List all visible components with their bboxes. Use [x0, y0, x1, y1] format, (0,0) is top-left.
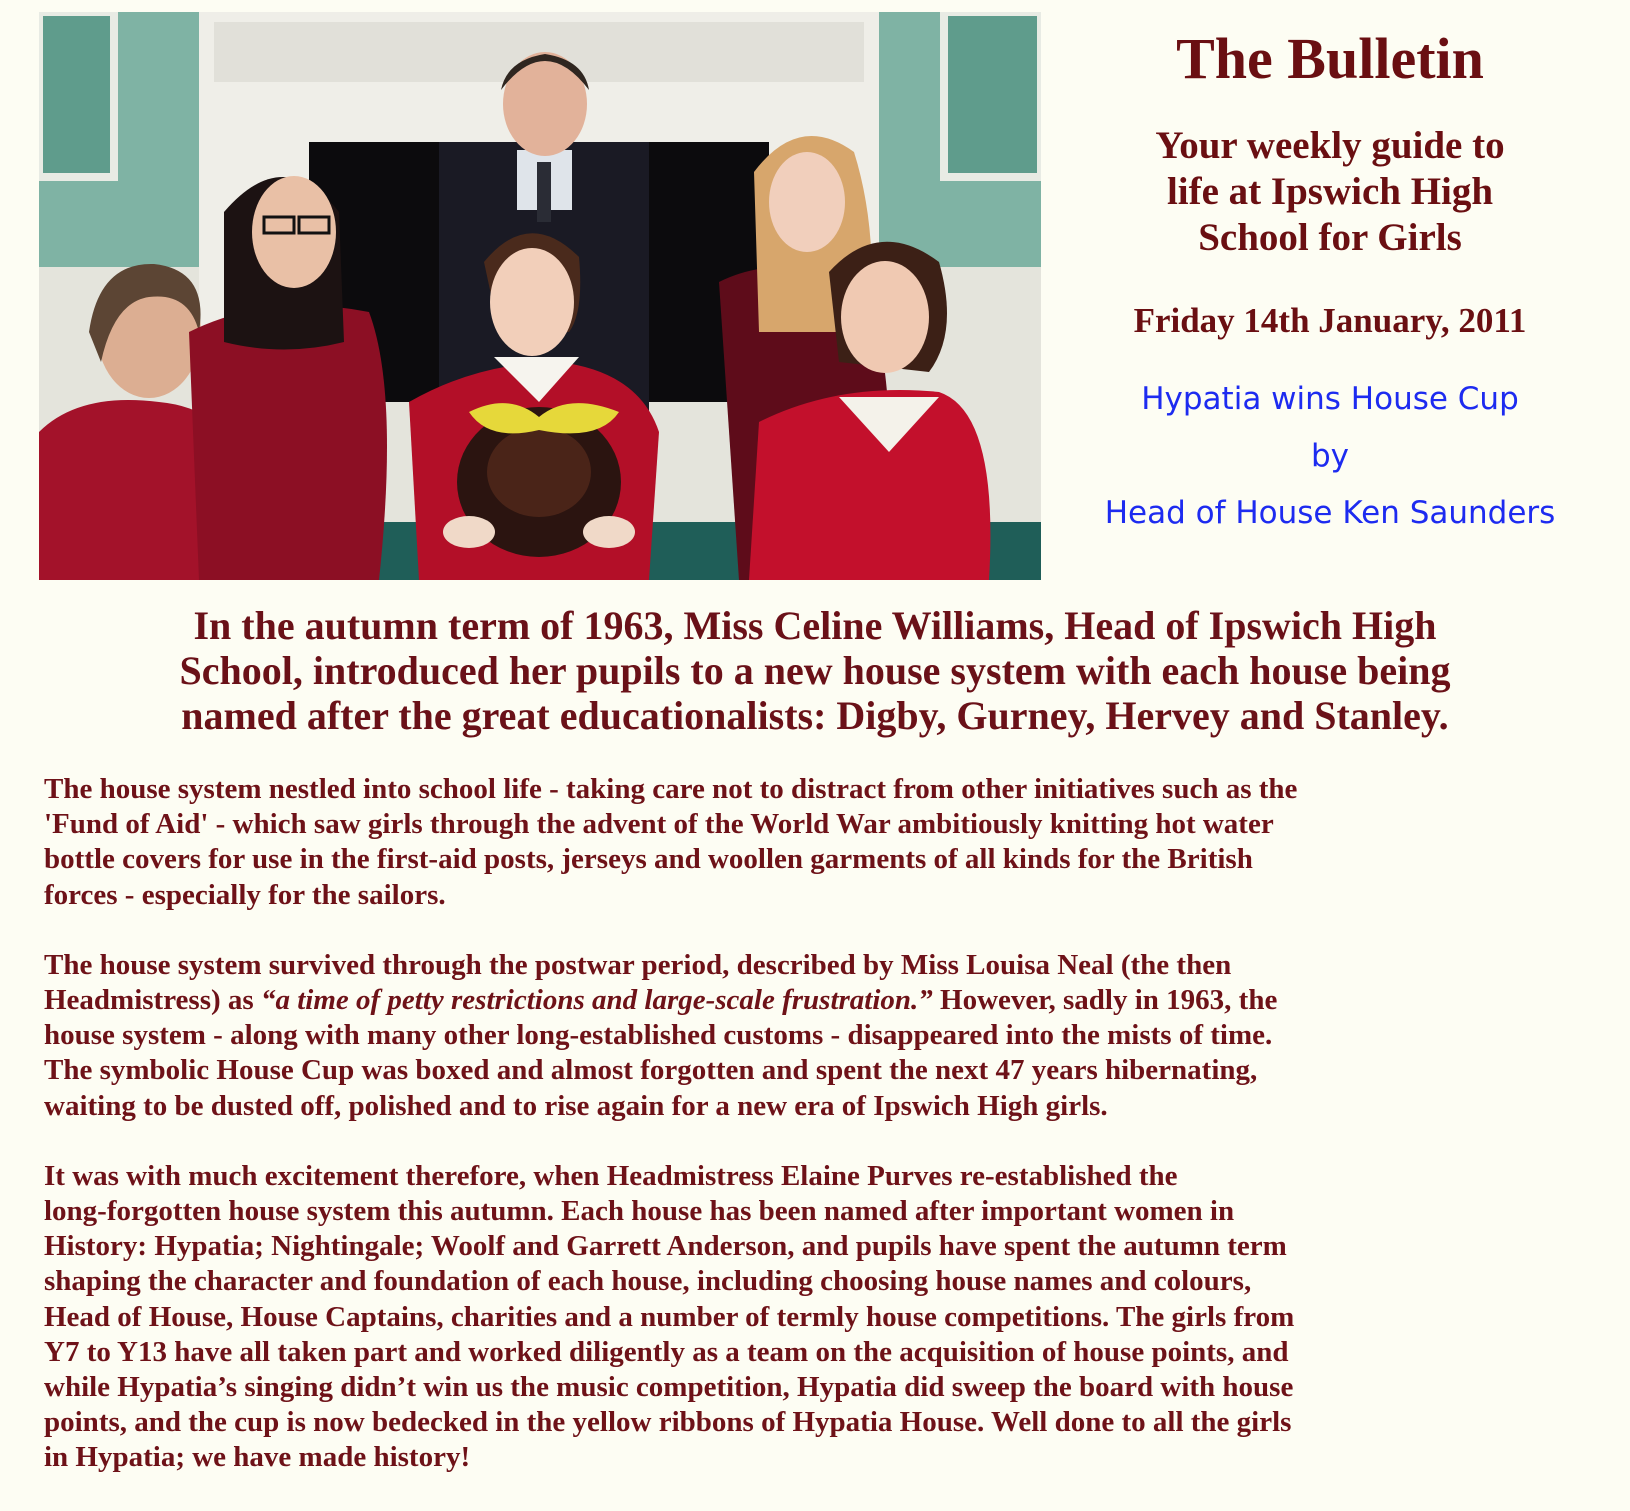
tagline-line: Your weekly guide to	[1155, 123, 1505, 167]
intro-line: named after the great educationalists: Digby, Gurney, Hervey and Stanley.	[181, 693, 1449, 738]
intro-paragraph	[40, 603, 1590, 738]
body-line: waiting to be dusted off, polished and to rise again for a new era of Ipswich High girls.	[44, 1089, 1108, 1122]
body-line: 'Fund of Aid' - which saw girls through the advent of the World War ambitiously knitting hot water	[44, 808, 1274, 841]
article-body	[44, 772, 1600, 1511]
body-line: points, and the cup is now bedecked in the yellow ribbons of Hypatia House. Well done to all the girls	[44, 1406, 1292, 1439]
tagline-line: life at Ipswich High	[1166, 169, 1494, 213]
body-line: Head of House, House Captains, charities and a number of termly house competitions. The girls from	[44, 1300, 1295, 1333]
body-text: Headmistress) as	[44, 984, 261, 1017]
tagline-line: School for Girls	[1198, 215, 1462, 259]
article-headline	[1050, 371, 1610, 542]
body-line: forces - especially for the sailors.	[44, 878, 446, 911]
body-line: house system - along with many other long-established customs - disappeared into the mists of time.	[44, 1019, 1273, 1052]
paragraph-fund-of-aid	[44, 772, 1600, 913]
intro-line: In the autumn term of 1963, Miss Celine Williams, Head of Ipswich High	[193, 603, 1437, 648]
bulletin-title: The Bulletin	[1176, 26, 1484, 91]
body-line: shaping the character and foundation of each house, including choosing house names and colours,	[44, 1265, 1252, 1298]
group-photo-illustration	[39, 12, 1041, 580]
paragraph-new-houses	[44, 1159, 1600, 1476]
headline-line: by	[1310, 437, 1350, 474]
body-line: long-forgotten house system this autumn. Each house has been named after important women in	[44, 1195, 1235, 1228]
body-line: The symbolic House Cup was boxed and almost forgotten and spent the next 47 years hibernating,	[44, 1054, 1258, 1087]
tagline	[1050, 123, 1610, 261]
body-line: Y7 to Y13 have all taken part and worked diligently as a team on the acquisition of house points, and	[44, 1335, 1289, 1368]
issue-date: Friday 14th January, 2011	[1133, 300, 1527, 340]
body-line: The house system survived through the postwar period, described by Miss Louisa Neal (the then	[44, 948, 1232, 981]
paragraph-postwar	[44, 948, 1600, 1124]
headline-line: Head of House Ken Saunders	[1104, 494, 1556, 531]
intro-line: School, introduced her pupils to a new house system with each house being	[179, 648, 1451, 693]
body-line: History: Hypatia; Nightingale; Woolf and Garrett Anderson, and pupils have spent the autumn term	[44, 1230, 1287, 1263]
body-line: bottle covers for use in the first-aid posts, jerseys and woollen garments of all kinds for the British	[44, 843, 1253, 876]
body-text: However, sadly in 1963, the	[932, 984, 1278, 1017]
headline-line: Hypatia wins House Cup	[1141, 380, 1519, 417]
group-photo	[39, 12, 1041, 580]
masthead	[1050, 20, 1610, 542]
body-line: while Hypatia’s singing didn’t win us the music competition, Hypatia did sweep the board with house	[44, 1371, 1294, 1404]
neal-quote: “a time of petty restrictions and large-scale frustration.”	[260, 984, 933, 1017]
body-line: It was with much excitement therefore, when Headmistress Elaine Purves re-established the	[44, 1159, 1178, 1192]
body-line	[44, 983, 1600, 1018]
body-line: in Hypatia; we have made history!	[44, 1441, 471, 1474]
body-line: The house system nestled into school life - taking care not to distract from other initiatives such as the	[44, 773, 1298, 805]
